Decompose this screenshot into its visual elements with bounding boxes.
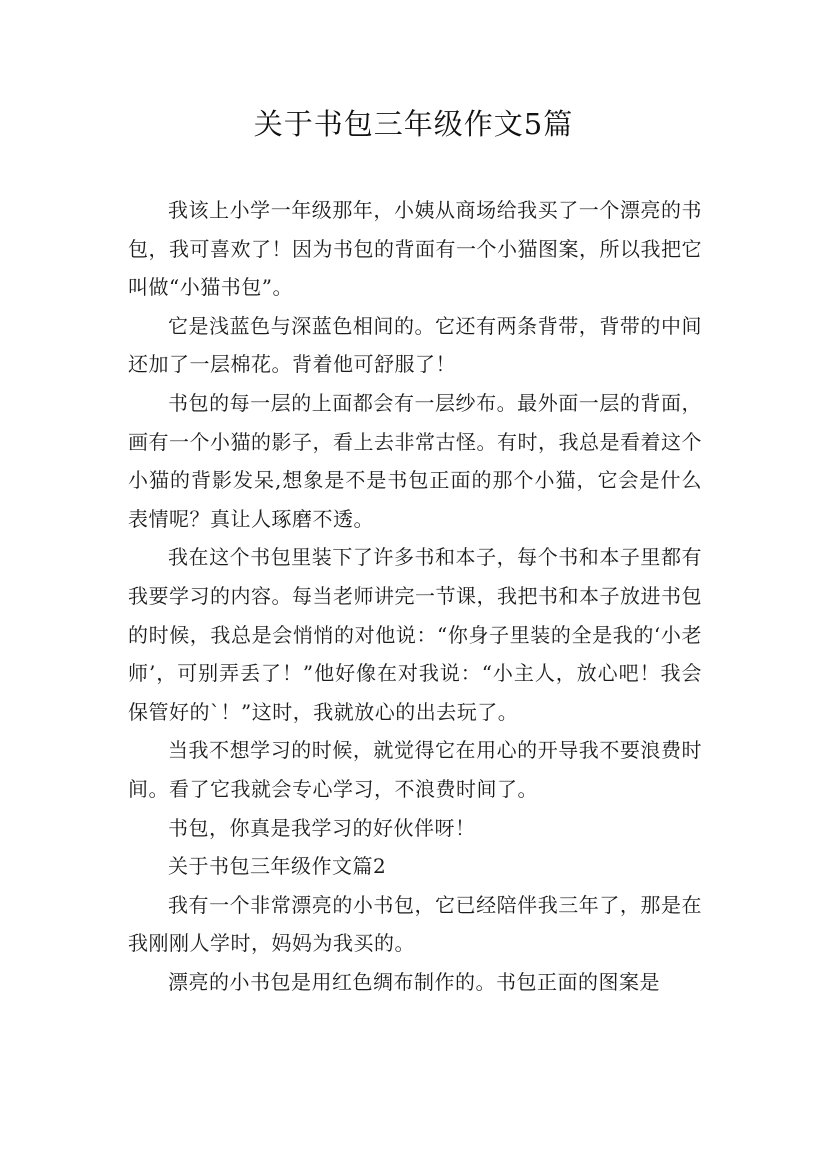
document-body [128,191,702,1001]
paragraph: 它是浅蓝色与深蓝色相间的。它还有两条背带，背带的中间还加了一层棉花。背着他可舒服了！ [128,313,702,377]
paragraph: 当我不想学习的时候，就觉得它在用心的开导我不要浪费时间。看了它我就会专心学习，不浪费时间了。 [128,738,702,801]
section-heading: 关于书包三年级作文篇2 [168,854,387,879]
document-title: 关于书包三年级作文5篇 [253,107,574,141]
paragraph: 我在这个书包里装下了许多书和本子，每个书和本子里都有我要学习的内容。每当老师讲完一节课，我把书和本子放进书包的时候，我总是会悄悄的对他说：“你身子里装的全是我的‘小老师’，可别弄丢了！”他好像在对我说：“小主人，放心吧！我会保管好的`！”这时，我就放心的出去玩了。 [128,545,702,724]
paragraph: 漂亮的小书包是用红色绸布制作的。书包正面的图案是 [168,969,660,994]
paragraph: 我该上小学一年级那年，小姨从商场给我买了一个漂亮的书包，我可喜欢了！因为书包的背面有一个小猫图案，所以我把它叫做“小猫书包”。 [128,198,702,300]
paragraph: 我有一个非常漂亮的小书包，它已经陪伴我三年了，那是在我刚刚人学时，妈妈为我买的。 [128,892,702,956]
paragraph: 书包，你真是我学习的好伙伴呀！ [168,815,476,840]
paragraph: 书包的每一层的上面都会有一层纱布。最外面一层的背面，画有一个小猫的影子，看上去非常古怪。有时，我总是看着这个小猫的背影发呆,想象是不是书包正面的那个小猫，它会是什么表情呢？真让人琢磨不透。 [128,390,702,531]
